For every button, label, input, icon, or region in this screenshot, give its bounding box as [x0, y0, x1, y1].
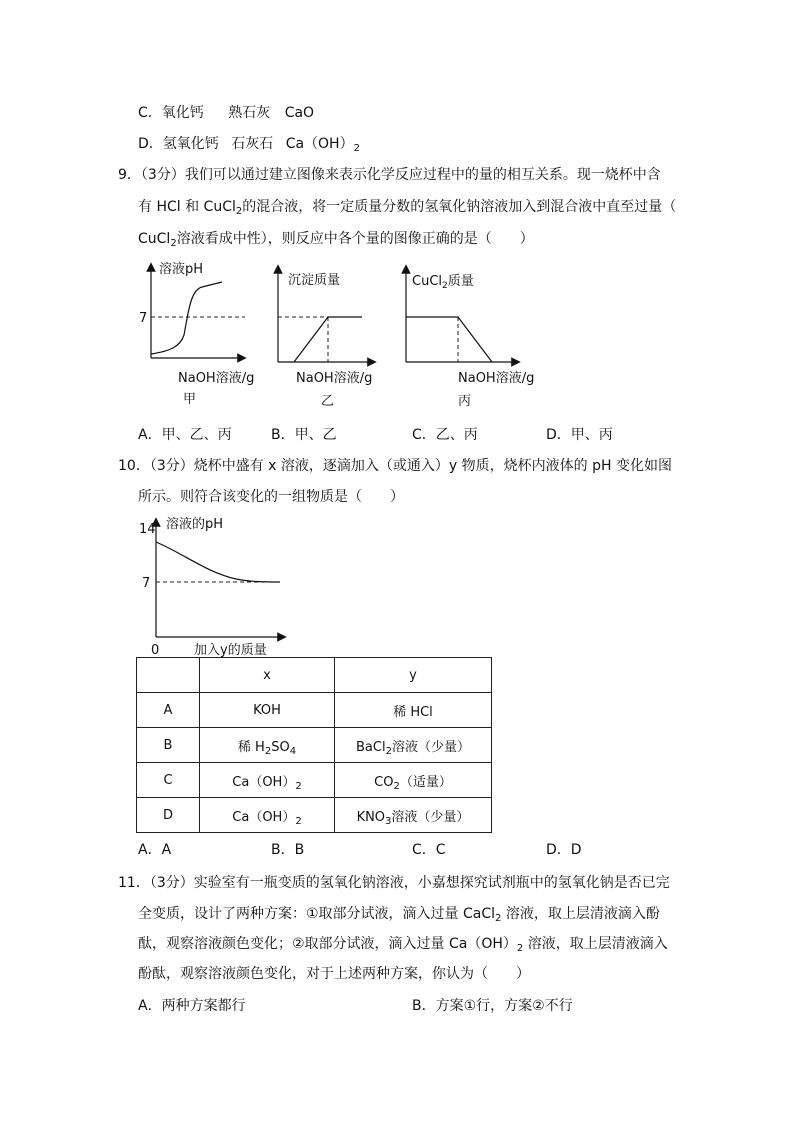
q10-graph-curve [156, 542, 280, 582]
q8-option-c-common: 熟石灰 [228, 105, 271, 121]
table-cell-y: 稀 HCl [335, 693, 492, 728]
q10-stem-line1: 10．（3分）烧杯中盛有 x 溶液，逐滴加入（或通入）y 物质，烧杯内液体的 pH 变化如图 [118, 458, 672, 474]
q9-stem-line3: CuCl$_2$溶液看成中性），则反应中各个量的图像正确的是（ ） [138, 231, 534, 249]
table-cell-label: A [137, 693, 200, 728]
graph-bing-name: 丙 [458, 394, 472, 409]
graph-jia-name: 甲 [183, 392, 197, 407]
table-row [137, 728, 492, 763]
q8-option-d [138, 134, 360, 154]
graph-yi [268, 255, 388, 415]
q8-option-c [138, 103, 314, 123]
table-cell-y: BaCl$_2$溶液（少量） [335, 728, 492, 763]
table-cell-label: C [137, 763, 200, 798]
graph-bing-ylabel: CuCl$_2$质量 [412, 274, 474, 291]
q8-option-d-formula: $Ca(OH)_2$ [285, 136, 360, 154]
table-cell-x: $Ca(OH)_2$ [200, 763, 335, 798]
q8-option-d-common: 石灰石 [231, 136, 274, 152]
q10-table [136, 657, 492, 833]
table-row [137, 763, 492, 798]
table-cell-y: $CO_2$（适量） [335, 763, 492, 798]
q11-option-b[interactable]: B．方案①行，方案②不行 [412, 998, 573, 1014]
table-header-row [137, 658, 492, 693]
table-header-cell [137, 658, 200, 693]
table-cell-label: B [137, 728, 200, 763]
q9-option-d[interactable]: D．甲、丙 [546, 427, 613, 443]
q9-option-a[interactable]: A．甲、乙、丙 [138, 427, 232, 443]
q10-option-d[interactable]: D．D [546, 842, 582, 858]
table-cell-x: KOH [200, 693, 335, 728]
q8-option-c-formula: CaO [284, 105, 315, 121]
table-row [137, 798, 492, 833]
q10-option-c[interactable]: C．C [412, 842, 446, 858]
graph-jia-ylabel: 溶液pH [159, 262, 204, 277]
graph-yi-ylabel: 沉淀质量 [288, 273, 341, 288]
graph-jia-xlabel: NaOH溶液/g [178, 371, 255, 386]
q10-option-a[interactable]: A．A [138, 842, 172, 858]
q10-graph-ylabel: 溶液的pH [166, 517, 224, 532]
graph-yi-xlabel: NaOH溶液/g [296, 371, 373, 386]
q9-option-c[interactable]: C．乙、丙 [412, 427, 478, 443]
q10-graph-tick7: 7 [142, 576, 151, 591]
q9-stem-line2: 有 HCl 和 CuCl$_2$的混合液，将一定质量分数的氢氧化钠溶液加入到混合液中直至过量（ [138, 199, 677, 217]
graph-bing-curve [406, 317, 492, 362]
q11-stem-line4: 酚酞，观察溶液颜色变化，对于上述两种方案，你认为（ ） [138, 966, 530, 982]
q10-graph-tick14: 14 [139, 522, 156, 537]
q11-stem-line1: 11．（3分）实验室有一瓶变质的氢氧化钠溶液，小嘉想探究试剂瓶中的氢氧化钠是否已完 [118, 875, 670, 891]
graph-jia-tick7: 7 [139, 311, 148, 326]
q10-graph-origin: 0 [151, 643, 160, 658]
graph-yi-name: 乙 [321, 394, 335, 409]
q8-option-d-label: D．氢氧化钙 [138, 136, 219, 152]
table-header-cell: y [335, 658, 492, 693]
table-cell-y: $KNO_3$溶液（少量） [335, 798, 492, 833]
q11-option-a[interactable]: A．两种方案都行 [138, 998, 246, 1014]
q8-option-c-label: C．氧化钙 [138, 105, 204, 121]
q11-stem-line3: 酞，观察溶液颜色变化；②取部分试液，滴入过量 $Ca(OH)_2$ 溶液，取上层清液滴入 [138, 936, 668, 954]
table-cell-x: 稀 $H_2SO_4$ [200, 728, 335, 763]
table-cell-x: $Ca(OH)_2$ [200, 798, 335, 833]
graph-jia-curve [151, 282, 222, 354]
q11-stem-line2: 全变质，设计了两种方案：①取部分试液，滴入过量 CaCl$_2$ 溶液，取上层清液滴入酚 [138, 906, 660, 924]
graph-bing-xlabel: NaOH溶液/g [458, 371, 535, 386]
q10-stem-line2: 所示。则符合该变化的一组物质是（ ） [138, 489, 404, 505]
q10-graph-xlabel: 加入y的质量 [194, 643, 267, 658]
table-cell-label: D [137, 798, 200, 833]
graph-jia [130, 255, 260, 415]
q10-option-b[interactable]: B．B [271, 842, 305, 858]
table-header-cell: x [200, 658, 335, 693]
q10-graph [136, 510, 306, 660]
table-row [137, 693, 492, 728]
graph-bing [396, 255, 541, 415]
q9-option-b[interactable]: B．甲、乙 [271, 427, 337, 443]
q9-stem-line1: 9．（3分）我们可以通过建立图像来表示化学反应过程中的量的相互关系。现一烧杯中含 [118, 167, 661, 183]
